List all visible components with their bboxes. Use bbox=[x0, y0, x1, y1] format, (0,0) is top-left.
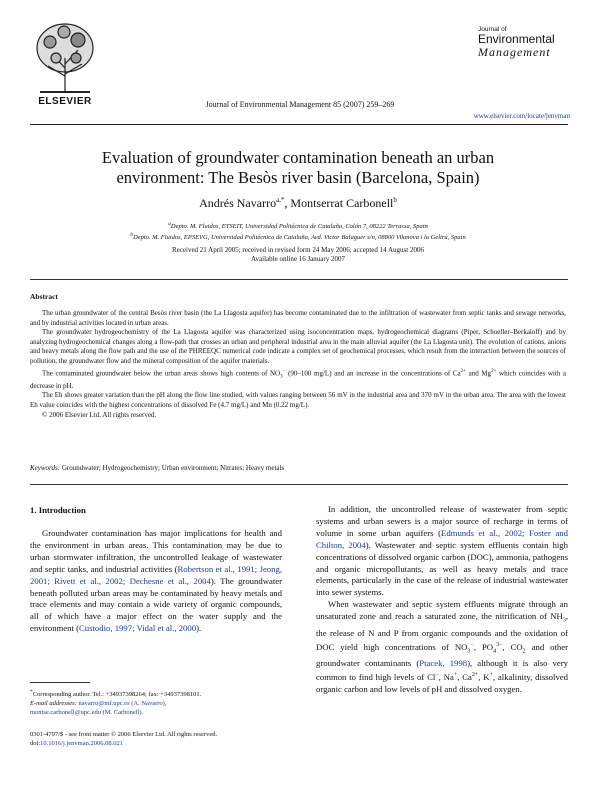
journal-logo bbox=[478, 26, 568, 60]
online-date: Available online 16 January 2007 bbox=[251, 255, 345, 263]
abstract-heading: Abstract bbox=[30, 292, 58, 301]
affiliation-b: $^b$Depto. M. Fluidos, EPSEVG, Universidad Politécnica de Cataluña, Avd. Victor Balaguer s/n, 08800 Vilanova i la Geltrú, Spain bbox=[130, 232, 466, 242]
issn-line: 0301-4797/$ - see front matter © 2006 Elsevier Ltd. All rights reserved. bbox=[30, 731, 218, 738]
keywords-list: Groundwater; Hydrogeochemistry; Urban environment; Nitrates; Heavy metals bbox=[60, 464, 285, 472]
keywords-label: Keywords: bbox=[30, 464, 61, 472]
author-2: Montserrat Carbonell bbox=[290, 196, 394, 210]
title-line-1: Evaluation of groundwater contamination beneath an urban bbox=[101, 148, 495, 167]
author-list bbox=[40, 196, 556, 211]
keywords bbox=[30, 464, 566, 472]
abstract-paragraph-4: The Eh shows greater variation than the pH along the flow line studied, with values ranging between 56 mV in the industrial area and 370 mV in the urban area. The area with the lowest Eh value coincides with the highest concentrations of dissolved Fe (4.7 mg/L) and Mn (0.22 mg/L). bbox=[30, 391, 566, 410]
abstract-divider bbox=[30, 484, 568, 485]
affiliations bbox=[40, 220, 556, 242]
title-line-2: environment: The Besòs river basin (Barcelona, Spain) bbox=[116, 168, 480, 187]
abstract-paragraph-1: The urban groundwater of the central Besòs river basin (the La Llagosta aquifer) has become contaminated due to the infiltration of wastewater from septic tanks and sewage networks, and by industrial activities located in urban areas. bbox=[30, 309, 566, 327]
journal-citation: Journal of Environmental Management 85 (2007) 259–269 bbox=[205, 100, 395, 109]
journal-logo-line3: Management bbox=[478, 45, 551, 59]
publisher-name: ELSEVIER bbox=[38, 96, 92, 107]
section-heading-introduction: 1. Introduction bbox=[30, 505, 86, 515]
corresponding-author-footnote: *Corresponding author. Tel.: +34937398264; fax: +34937398101. E-mail addresses: navarro@mf.upc.es (A. Navarro), montse.carbonell@upc.edu (M. Carbonell). bbox=[30, 689, 202, 717]
right-column bbox=[316, 504, 568, 696]
footnote-divider bbox=[30, 682, 90, 683]
email-link-navarro[interactable]: navarro@mf.upc.es bbox=[78, 700, 130, 708]
received-dates: Received 21 April 2005; received in revised form 24 May 2006; accepted 14 August 2006 bbox=[172, 246, 424, 254]
citation-link[interactable]: Edmunds et al., 2002; Foster and Chilton, 2004 bbox=[316, 527, 568, 550]
abstract-paragraph-3: The contaminated groundwater below the urban areas shows high contents of $NO_3^-$ (90–100 mg/L) and an increase in the concentrations of $Ca^{2+}$ and $Mg^{2+}$ which coincides with a decrease in pH. bbox=[30, 368, 567, 390]
title-divider bbox=[30, 279, 568, 280]
citation-link[interactable]: Robertson et al., 1991; Jeong, 2001; Rivett et al., 2002; Dechesne et al., 2004 bbox=[30, 563, 283, 586]
author-1-affiliation: a,* bbox=[276, 196, 285, 204]
header-divider bbox=[30, 124, 568, 125]
abstract-paragraph-2: The groundwater hydrogeochemistry of the La Llagosta aquifer was characterized using isoconcentration maps, hydrogeochemical diagrams (Piper, Schoeller–Berkaloff) and by analyzing hydrogeochemical changes along a flow-path that crosses an urban and peripheral industrial area in the main alluvial aquifer (the La Llagosta unit). The evolution of cations, anions and heavy metals along the flow path and the use of the PHREEQC numerical code indicate a complex set of geochemical processes, which result from the interaction between the sources of pollution, the groundwater flow and the mineral composition of the aquifer materials. bbox=[30, 328, 566, 365]
author-1: Andrés Navarro bbox=[199, 196, 277, 210]
journal-logo-line1: Journal of bbox=[478, 26, 507, 33]
front-matter-copyright: 0301-4797/$ - see front matter © 2006 Elsevier Ltd. All rights reserved. doi:10.1016/j.jenvman.2006.08.021 bbox=[30, 730, 290, 748]
journal-logo-line2: Environmental bbox=[478, 32, 555, 46]
journal-url-link[interactable]: www.elsevier.com/locate/jenvman bbox=[473, 112, 570, 120]
article-dates bbox=[40, 246, 556, 264]
email-link-carbonell[interactable]: montse.carbonell@upc.edu bbox=[30, 709, 101, 717]
abstract-body bbox=[30, 309, 566, 420]
abstract-copyright: © 2006 Elsevier Ltd. All rights reserved. bbox=[42, 410, 157, 419]
affiliation-a: $^a$Depto. M. Fluidos, ETSEIT, Universidad Politécnica de Cataluña, Colón 7, 08222 Terrassa, Spain bbox=[168, 221, 428, 231]
citation-link[interactable]: Ptacek, 1998 bbox=[419, 658, 468, 669]
intro-paragraph-1: Groundwater contamination has major implications for health and the environment in urban areas. This contamination may be due to urban stormwater infiltration, the uncontrolled leakage of wastewater and septic tanks, and industrial activities (Robertson et al., 1991; Jeong, 2001; Rivett et al., 2002; Dechesne et al., 2004). The groundwater beneath polluted urban areas may be contaminated by heavy metals and trace elements and may contain a wide variety of organic compounds, all of which have a major effect on the water supply and the environment (Custodio, 1997; Vidal et al., 2000). bbox=[30, 528, 283, 634]
intro-paragraph-2: In addition, the uncontrolled release of wastewater from septic systems and urban sewers is a major source of recharge in terms of volume in some urban aquifers (Edmunds et al., 2002; Foster and Chilton, 2004). Wastewater and septic system effluents contain high concentrations of dissolved organic carbon (DOC), ammonia, pathogens and organic micropollutants, as well as heavy metals and trace elements, particularly in the case of the release of industrial wastewater into sewer systems. bbox=[316, 504, 568, 598]
citation-link[interactable]: Custodio, 1997; Vidal et al., 2000 bbox=[78, 623, 197, 634]
intro-paragraph-3: When wastewater and septic system effluents migrate through an unsaturated zone and reach a saturated zone, the nitrification of $NH_3$, the release of N and P from organic compounds and the oxidation of DOC yield high concentrations of $NO_3^-$, $PO_4^{3-}$, $CO_2$ and other groundwater contaminants (Ptacek, 1998), although it is also very common to find high levels of Cl−, Na+, $Ca^{2+}$, K+, alkalinity, dissolved organic carbon and low levels of pH and dissolved oxygen. bbox=[316, 599, 568, 694]
author-2-affiliation: b bbox=[393, 196, 397, 204]
corresponding-author-contact: Corresponding author. Tel.: +34937398264; fax: +34937398101. bbox=[32, 691, 202, 699]
doi-link[interactable]: 10.1016/j.jenvman.2006.08.021 bbox=[40, 740, 123, 747]
author-separator: , bbox=[284, 196, 291, 210]
article-title bbox=[40, 148, 556, 188]
left-column bbox=[30, 528, 282, 635]
